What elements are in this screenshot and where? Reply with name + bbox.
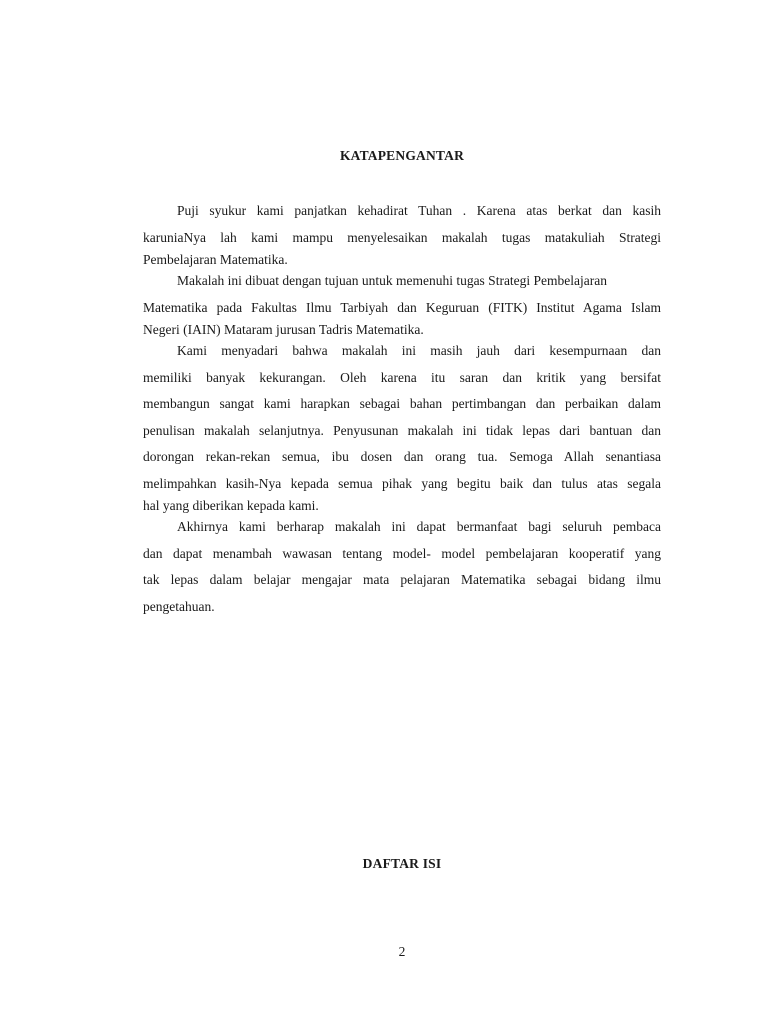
page-number: 2 — [398, 944, 406, 959]
text-line: melimpahkan kasih-Nya kepada semua pihak yang begitu baik dan tulus atas segala — [143, 475, 661, 491]
paragraph-3 — [143, 338, 661, 514]
page-title: KATAPENGANTAR — [339, 148, 465, 163]
text-line: dorongan rekan-rekan semua, ibu dosen dan orang tua. Semoga Allah senantiasa — [143, 449, 661, 464]
text-line: Pembelajaran Matematika. — [143, 252, 288, 267]
text-line: memiliki banyak kekurangan. Oleh karena itu saran dan kritik yang bersifat — [143, 369, 661, 385]
text-line: membangun sangat kami harapkan sebagai bahan pertimbangan dan perbaikan dalam — [143, 396, 661, 411]
text-line: Matematika pada Fakultas Ilmu Tarbiyah dan Keguruan (FITK) Institut Agama Islam — [143, 299, 661, 315]
paragraph-2 — [143, 268, 661, 338]
text-line: pengetahuan. — [143, 598, 215, 614]
text-line: Akhirnya kami berharap makalah ini dapat bermanfaat bagi seluruh pembaca — [177, 519, 661, 534]
section-title-daftar-isi: DAFTAR ISI — [362, 856, 442, 871]
document-body — [143, 198, 661, 620]
text-line: Kami menyadari bahwa makalah ini masih jauh dari kesempurnaan dan — [177, 343, 661, 358]
text-line: hal yang diberikan kepada kami. — [143, 498, 319, 513]
text-line: karuniaNya lah kami mampu menyelesaikan makalah tugas matakuliah Strategi — [143, 229, 661, 245]
text-line: Negeri (IAIN) Mataram jurusan Tadris Matematika. — [143, 322, 424, 337]
text-line: Makalah ini dibuat dengan tujuan untuk memenuhi tugas Strategi Pembelajaran — [177, 273, 608, 288]
paragraph-1 — [143, 198, 661, 268]
text-line: dan dapat menambah wawasan tentang model- model pembelajaran kooperatif yang — [143, 545, 661, 561]
paragraph-4 — [143, 514, 661, 620]
text-line: penulisan makalah selanjutnya. Penyusunan makalah ini tidak lepas dari bantuan dan — [143, 422, 661, 438]
text-line: tak lepas dalam belajar mengajar mata pelajaran Matematika sebagai bidang ilmu — [143, 572, 661, 587]
text-line: Puji syukur kami panjatkan kehadirat Tuhan . Karena atas berkat dan kasih — [177, 203, 661, 218]
